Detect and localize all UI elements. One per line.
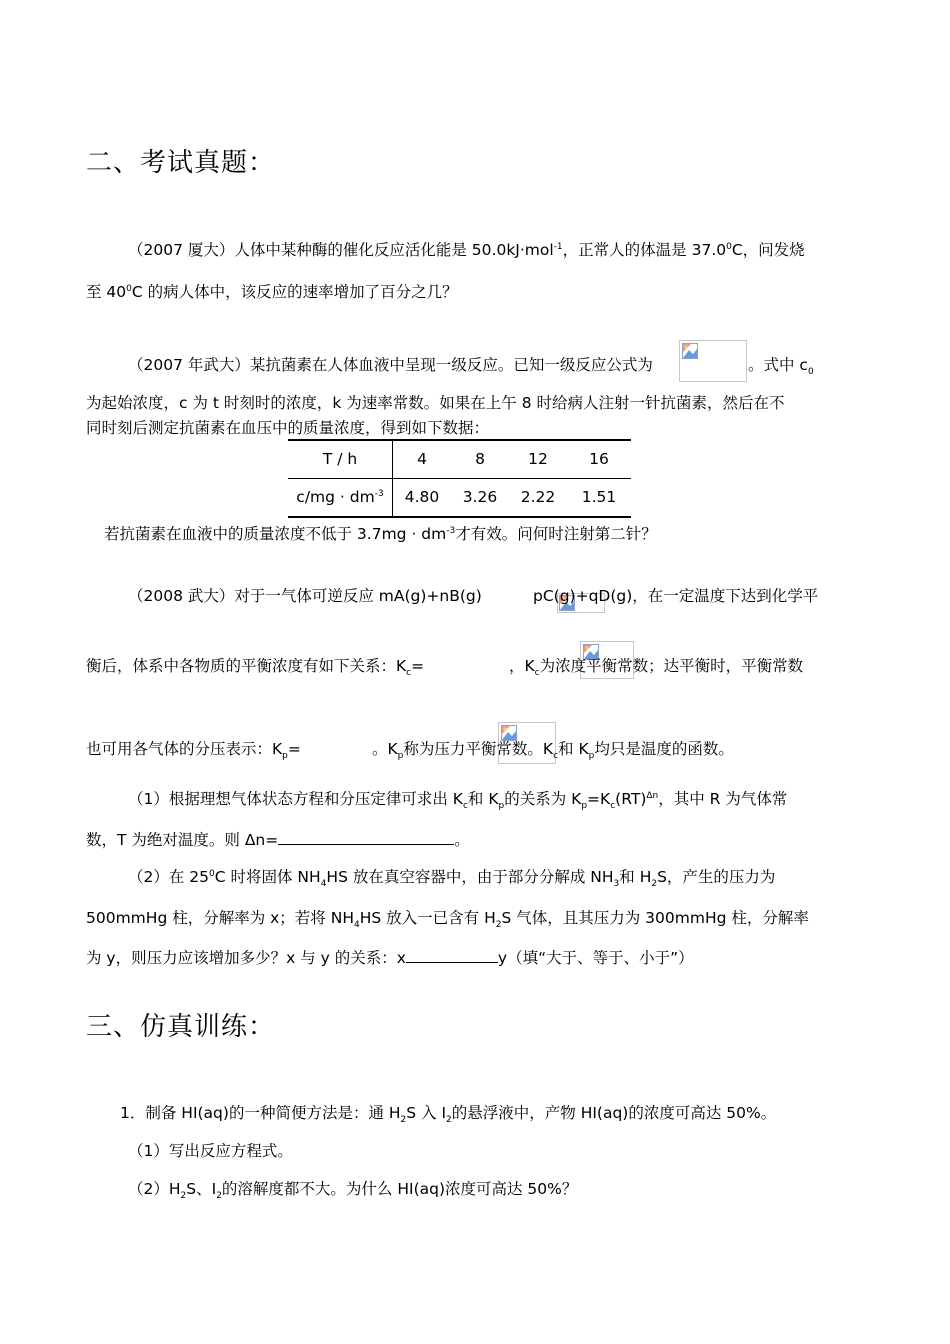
q3-part-1-line-2: 数，T 为绝对温度。则 Δn= 。 [86,831,470,849]
table-cell: 8 [475,450,485,469]
q3-line-2-head: 衡后，体系中各物质的平衡浓度有如下关系：$K_c=$ [86,657,425,679]
q3-line-1: （2008 武大）对于一气体可逆反应 mA(g)+nB(g) [128,587,482,605]
q2-line-1: （2007 年武大）某抗菌素在人体血液中呈现一级反应。已知一级反应公式为 [128,356,653,374]
answer-blank[interactable] [406,948,498,963]
q3-part-2-line-3: 为 y，则压力应该增加多少？x 与 y 的关系：x y（填“大于、等于、小于”） [86,949,694,967]
table-cell: 12 [528,450,548,469]
broken-image-icon [682,343,698,359]
q1-line-1: （2007 厦大）人体中某种酶的催化反应活化能是 50.0kJ·mol$^{-1}$，正常人的体温是 37.0$^0$C，问发烧 [128,241,805,259]
table-cell: 16 [589,450,609,469]
q3-part-2-line-2: 500mmHg 柱，分解率为 x；若将 $NH_4HS$ 放入一已含有 $H_2S$ 气体，且其压力为 300mmHg 柱，分解率 [86,909,809,931]
table-cell: 3.26 [462,488,498,507]
q3-part-1-line-1: （1）根据理想气体状态方程和分压定律可求出 $K_c$和 $K_p$的关系为 $K_p=K_c(RT)^{\Delta n}$，其中 R 为气体常 [128,790,788,812]
q3-part-2-line-1: （2）在 $25^0C$ 时将固体 $NH_4HS$ 放在真空容器中，由于部分分解成 $NH_3$和 $H_2S$，产生的压力为 [128,868,776,890]
q2-line-1-tail: 。式中 $c_0$ [748,356,814,378]
table-cell: 4.80 [404,488,440,507]
q3-line-3-tail: 。$K_p$称为压力平衡常数。$K_c$和 $K_p$均只是温度的函数。 [372,740,734,762]
q3-line-3-head: 也可用各气体的分压表示：$K_p=$ [86,740,301,762]
s3-q1-part-1: （1）写出反应方程式。 [128,1142,293,1160]
s3-q1-part-2: $(2)H_2S$、$I_2$的溶解度都不大。为什么 HI(aq)浓度可高达 50%？ [128,1180,578,1202]
table-header-concentration: $c/mg \cdot dm^{-3}$ [288,478,393,517]
formula-image-placeholder [679,340,747,382]
q2-line-3: 同时刻后测定抗菌素在血压中的质量浓度，得到如下数据： [86,419,490,437]
table-cell: 1.51 [581,488,617,507]
answer-blank[interactable] [278,830,454,845]
q3-line-2-tail: ，$K_c$为浓度平衡常数；达平衡时，平衡常数 [509,657,804,679]
section-3-title: 三、仿真训练： [86,1012,276,1042]
table-row [288,440,631,478]
q3-line-1-tail: pC(g)+qD(g)，在一定温度下达到化学平 [533,587,819,605]
table-header-time: T / h [288,440,393,478]
s3-q1-line: 1．制备 HI(aq)的一种简便方法是：通 $H_2S$ 入 $I_2$的悬浮液中，产物 HI(aq)的浓度可高达 50%。 [120,1104,777,1126]
section-2-title: 二、考试真题： [86,148,276,178]
q2-after-table: 若抗菌素在血液中的质量浓度不低于 $3.7mg \cdot dm^{-3}$才有效。问何时注射第二针？ [104,525,657,543]
table-cell: 4 [417,450,427,469]
q2-line-2: 为起始浓度，c 为 t 时刻时的浓度，k 为速率常数。如果在上午 8 时给病人注射一针抗菌素，然后在不 [86,394,785,412]
q1-line-2: 至 $40^0C$ 的病人体中，该反应的速率增加了百分之几？ [86,283,458,301]
table-cell: 2.22 [520,488,556,507]
data-table [288,439,631,518]
table-row [288,478,631,517]
